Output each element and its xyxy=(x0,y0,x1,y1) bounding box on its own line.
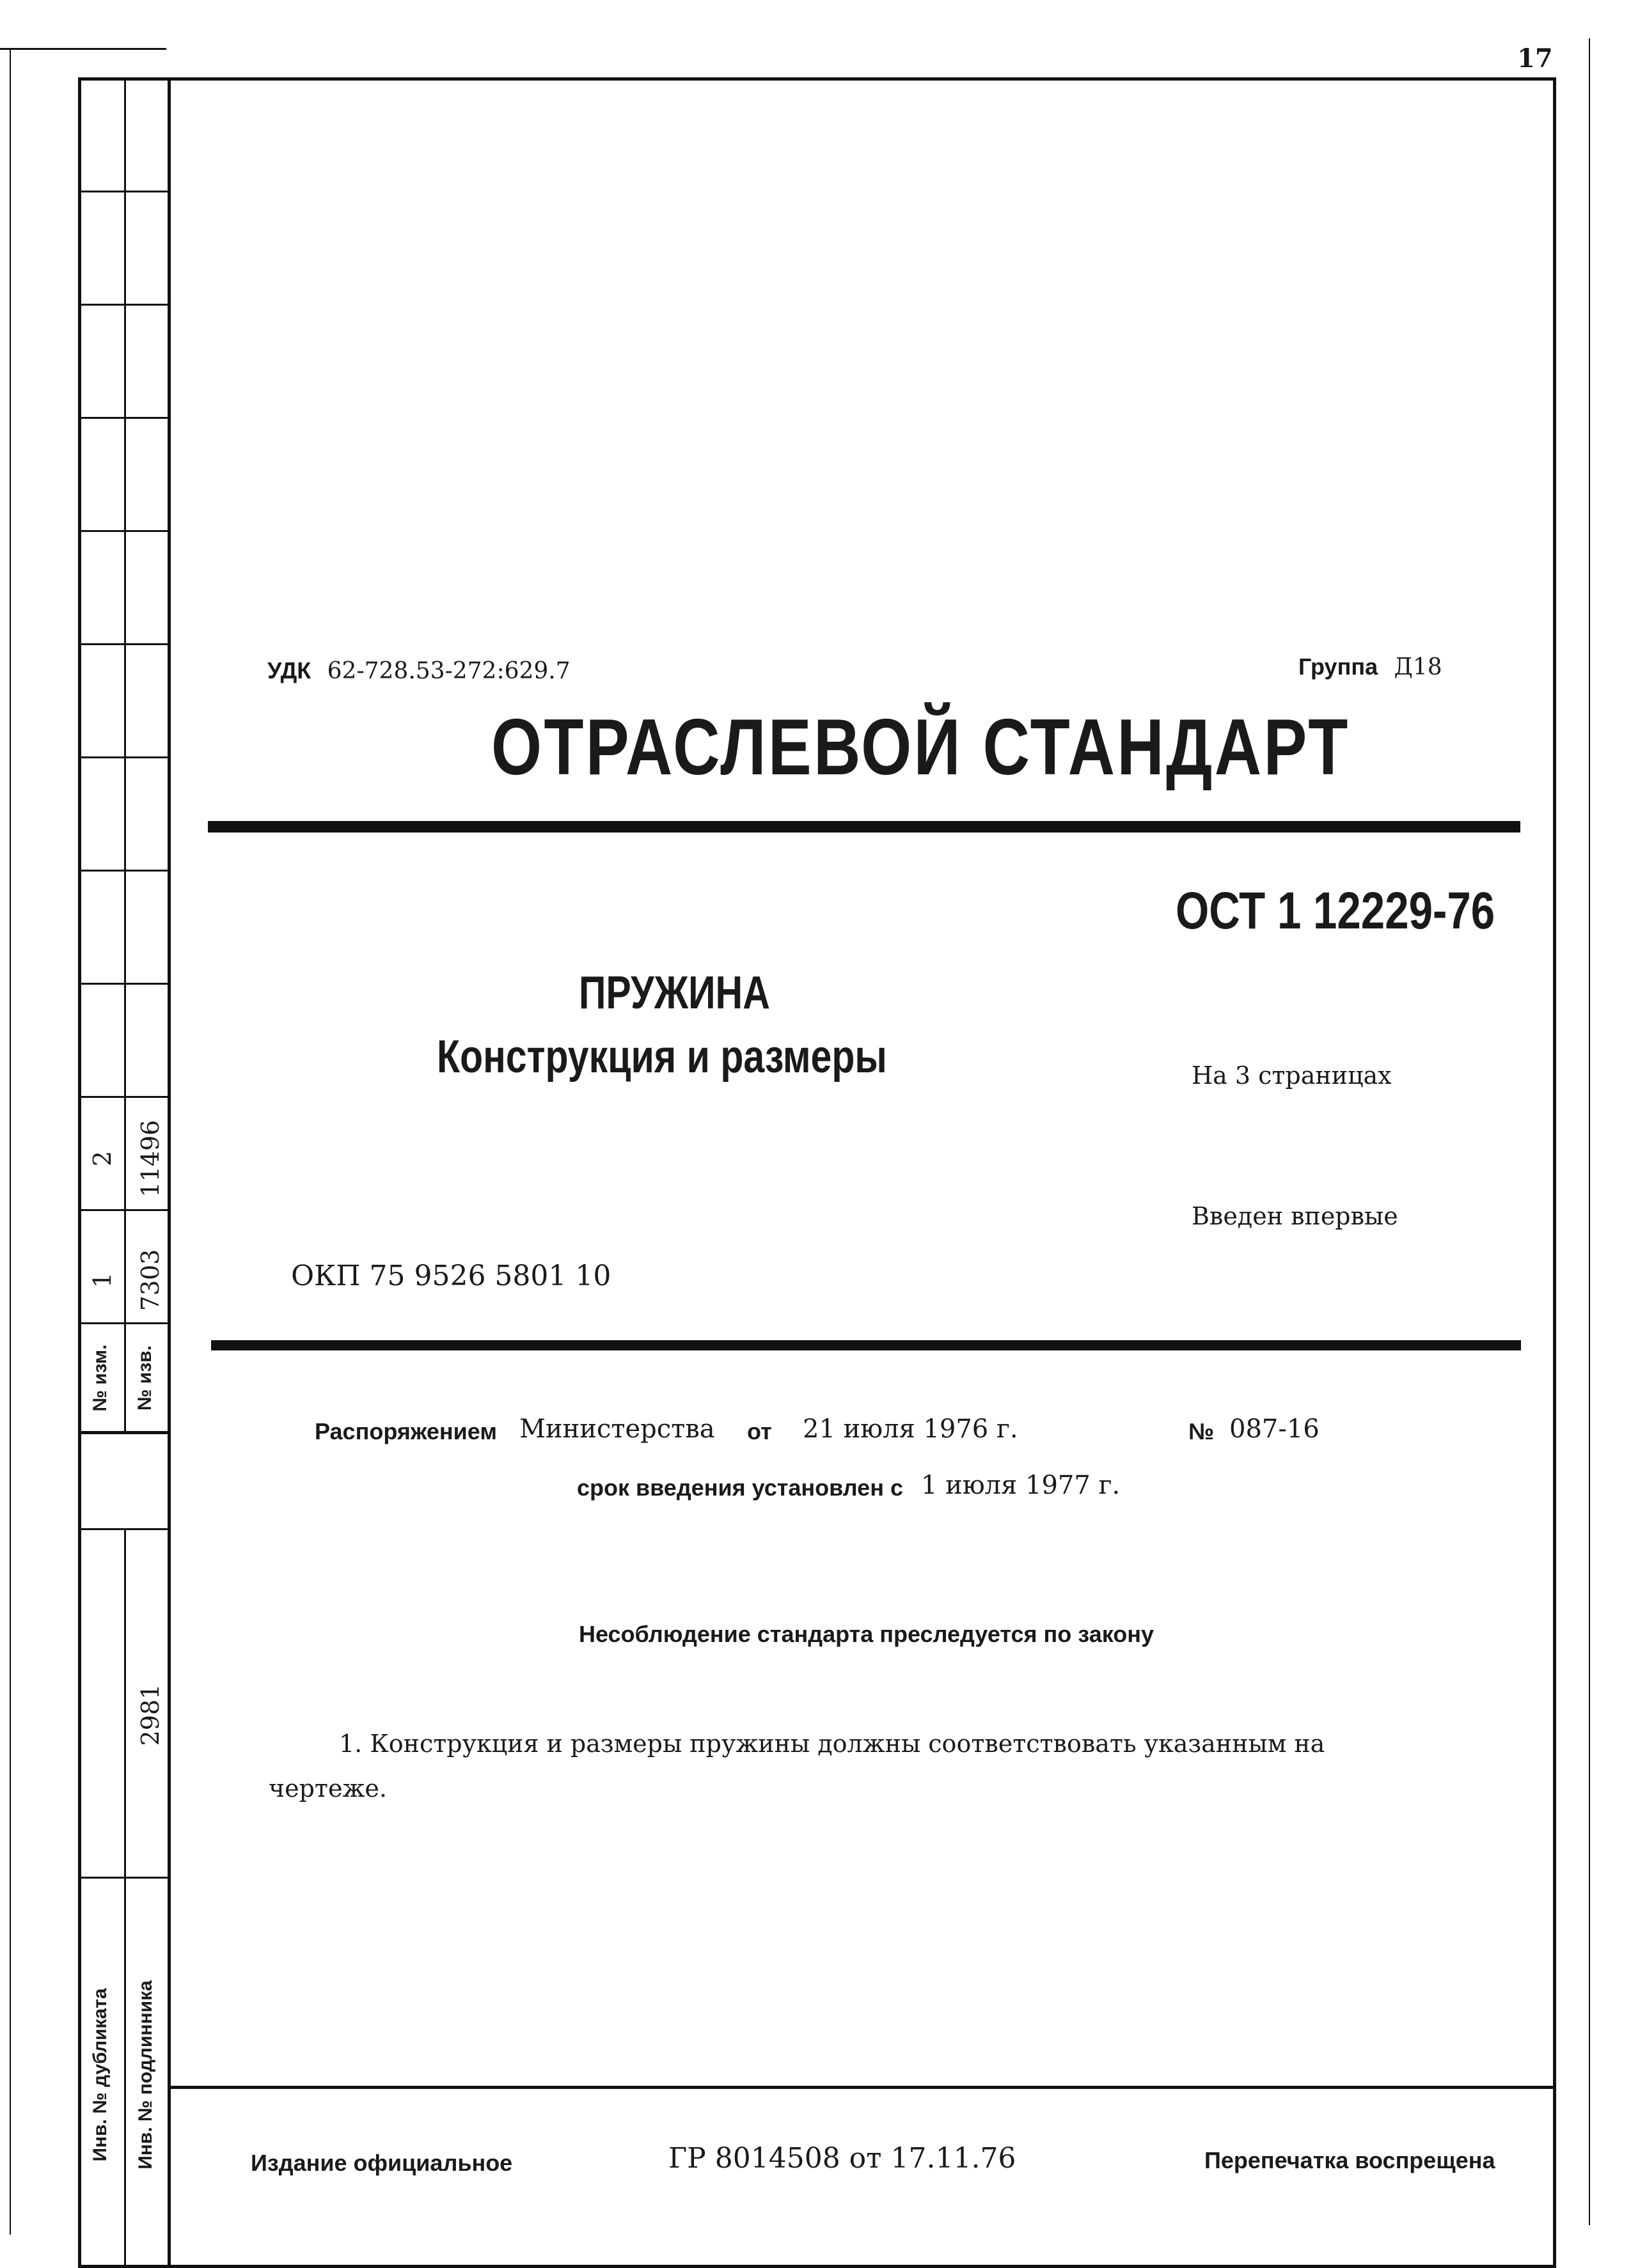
decree-date: 21 июля 1976 г. xyxy=(803,1414,1018,1444)
side-row-line xyxy=(78,530,169,532)
notice-no-11496: 11496 xyxy=(136,1120,164,1198)
side-row-line xyxy=(78,1877,169,1879)
frame-inner-left xyxy=(168,77,171,2267)
introduced-note: Введен впервые xyxy=(1192,1202,1398,1230)
term-label: срок введения установлен с xyxy=(577,1474,903,1501)
side-row-line xyxy=(78,191,169,192)
dup-inv-label: Инв. № дубликата xyxy=(90,1988,111,2162)
subject-title: ПРУЖИНА xyxy=(579,967,770,1019)
side-row-line xyxy=(78,756,169,758)
side-row-line xyxy=(78,1096,169,1098)
okp-code: ОКП 75 9526 5801 10 xyxy=(291,1260,611,1292)
title-rule xyxy=(208,821,1520,833)
change-no-label: № изм. xyxy=(90,1344,111,1412)
frame-top xyxy=(78,77,1556,81)
decree-number-label: № xyxy=(1188,1418,1215,1444)
far-left-edge xyxy=(10,48,11,2235)
paragraph-1-line-2: чертеже. xyxy=(269,1774,387,1803)
legal-notice: Несоблюдение стандарта преследуется по закону xyxy=(579,1621,1154,1647)
frame-left xyxy=(78,77,81,2267)
change-no-2: 2 xyxy=(88,1150,116,1167)
group-label: Группа xyxy=(1298,653,1378,680)
side-row-line-thick xyxy=(78,1431,169,1434)
edition-note: Издание официальное xyxy=(251,2150,513,2176)
frame-right xyxy=(1553,77,1556,2267)
change-no-1: 1 xyxy=(88,1272,116,1288)
footer-rule xyxy=(168,2086,1554,2089)
decree-label: Распоряжением xyxy=(315,1418,497,1444)
side-row-line xyxy=(78,304,169,306)
side-row-line xyxy=(78,417,169,419)
decree-from-label: от xyxy=(747,1418,772,1444)
decree-number: 087-16 xyxy=(1229,1414,1320,1444)
group-line xyxy=(1298,653,1442,680)
group-value: Д18 xyxy=(1394,654,1442,680)
orig-inv-label: Инв. № подлинника xyxy=(135,1980,156,2170)
reprint-note: Перепечатка воспрещена xyxy=(1204,2147,1495,2173)
subject-subtitle: Конструкция и размеры xyxy=(437,1031,887,1083)
side-row-line xyxy=(78,1209,169,1211)
page-number: 17 xyxy=(1517,43,1553,74)
paragraph-1-line-1: 1. Конструкция и размеры пружины должны соответствовать указанным на xyxy=(339,1730,1325,1758)
udk-label: УДК xyxy=(267,657,311,684)
registration-note: ГР 8014508 от 17.11.76 xyxy=(668,2142,1016,2175)
frame-bottom xyxy=(78,2265,1556,2268)
frame-top-left-stroke xyxy=(0,48,166,50)
notice-no-7303: 7303 xyxy=(136,1249,164,1311)
decree-rule xyxy=(211,1340,1521,1350)
term-date: 1 июля 1977 г. xyxy=(921,1471,1121,1500)
udk-line xyxy=(267,657,571,684)
side-row-line xyxy=(78,1528,169,1530)
side-row-line xyxy=(78,870,169,872)
decree-authority: Министерства xyxy=(519,1414,715,1444)
side-row-line xyxy=(78,643,169,645)
udk-value: 62-728.53-272:629.7 xyxy=(327,658,571,684)
side-column-divider xyxy=(124,77,126,1433)
side-column-divider-lower xyxy=(124,1528,126,2267)
far-right-edge xyxy=(1589,38,1590,2225)
orig-inv-value: 2981 xyxy=(136,1684,164,1746)
pages-count: На 3 страницах xyxy=(1192,1061,1392,1090)
side-row-line xyxy=(78,983,169,985)
standard-number: ОСТ 1 12229-76 xyxy=(1176,882,1495,940)
notice-no-label: № изв. xyxy=(134,1345,155,1411)
document-title: ОТРАСЛЕВОЙ СТАНДАРТ xyxy=(491,703,1350,792)
